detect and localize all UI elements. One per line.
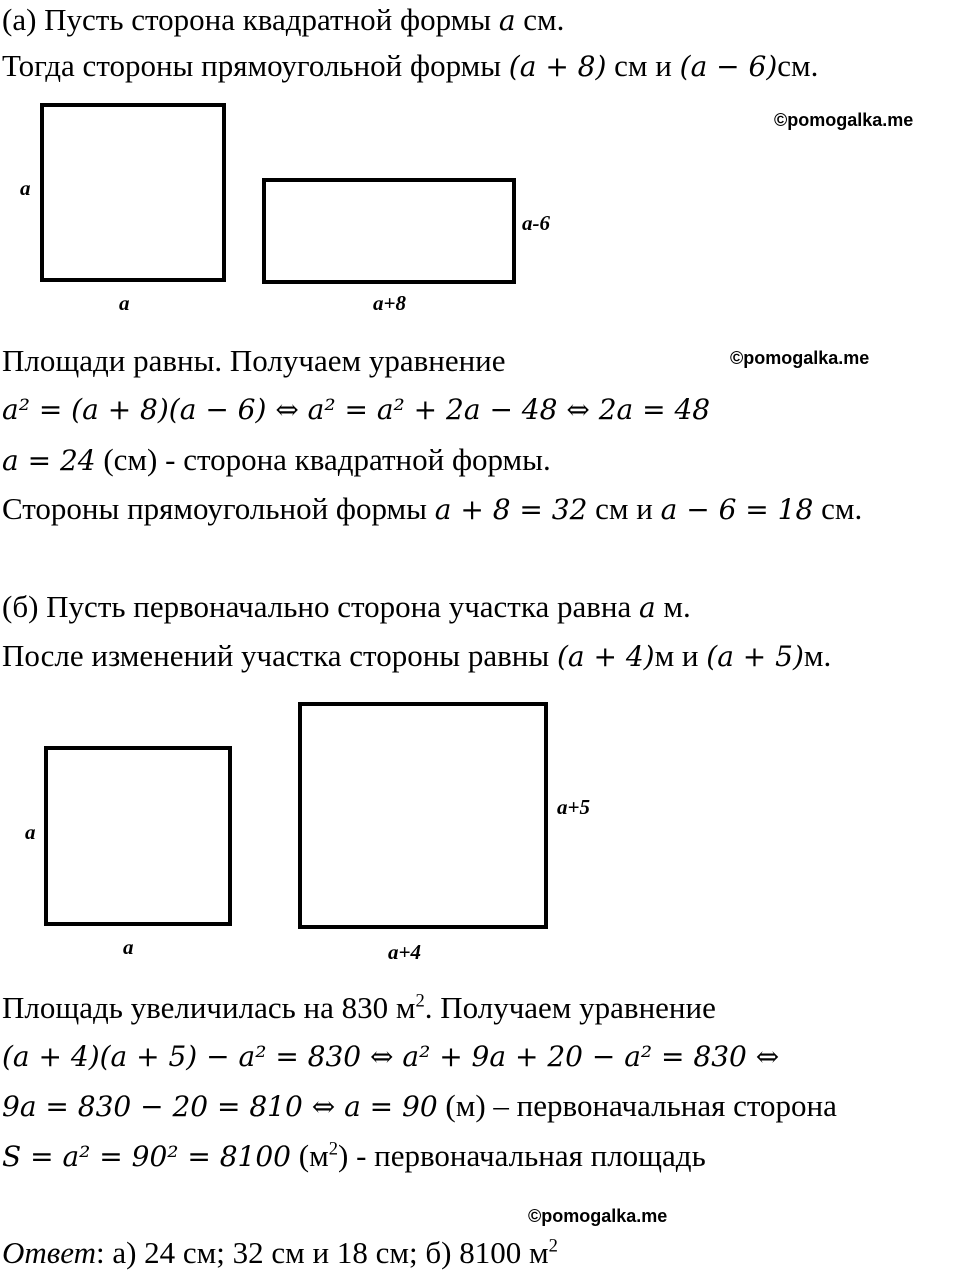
square-bottom-label: a (119, 291, 130, 315)
part-a-rect-text: Тогда стороны прямоугольной формы (2, 48, 509, 83)
unit-text: см. (515, 2, 565, 37)
part-b-sides-text: После изменений участка стороны равны (2, 638, 557, 673)
part-a-rect-sides (2, 489, 862, 530)
conjunction-text: м и (654, 638, 707, 673)
part-b-increase (2, 988, 716, 1028)
part-b-equation-3 (2, 1136, 706, 1177)
superscript: 2 (415, 990, 425, 1012)
part-b-intro-text: (б) Пусть первоначально сторона участка равна (2, 589, 639, 624)
answer-line (2, 1233, 558, 1273)
original-side-text: (м) – первоначальная сторона (437, 1088, 837, 1123)
eq-a-90: 9a = 830 − 20 = 810 ⇔ a = 90 (2, 1090, 438, 1123)
eq-18: a − 6 = 18 (660, 493, 814, 526)
unit-text: м. (655, 589, 691, 624)
eq-32: a + 8 = 32 (434, 493, 588, 526)
part-b-intro-line-2 (2, 636, 831, 677)
equal-areas-text: Площади равны. Получаем уравнение (2, 343, 506, 378)
small-square-bottom-label: a (123, 935, 134, 959)
eq-area-8100: S = a² = 90² = 8100 (2, 1140, 291, 1173)
original-area-text: ) - первоначальная площадь (338, 1138, 706, 1173)
part-b-equation-1: (a + 4)(a + 5) − a² = 830 ⇔ a² + 9a + 20 − a² = 830 ⇔ (2, 1040, 780, 1073)
variable-a: a (638, 591, 656, 624)
small-square-shape (44, 746, 232, 926)
small-square-side-label: a (25, 820, 36, 844)
increase-text: Площадь увеличилась на 830 м (2, 990, 416, 1025)
expr-a-plus-4: (a + 4) (556, 640, 655, 673)
conjunction-text: см и (587, 491, 661, 526)
rectangle-bottom-label: a+8 (373, 291, 406, 315)
unit-text: см. (813, 491, 863, 526)
unit-text: (м (291, 1138, 329, 1173)
expr-a-plus-5: (a + 5) (706, 640, 804, 673)
expr-a-plus-8: (a + 8) (508, 50, 607, 83)
part-a-intro-text: (а) Пусть сторона квадратной формы (2, 2, 499, 37)
rectangle-shape (262, 178, 516, 284)
answer-label: Ответ (2, 1235, 96, 1270)
part-b-intro-line-1 (2, 587, 691, 628)
superscript: 2 (328, 1138, 338, 1160)
square-side-label: a (20, 176, 31, 200)
part-a-equation-1: a² = (a + 8)(a − 6) ⇔ a² = a² + 2a − 48 ⇔ 2a = 48 (2, 393, 711, 426)
answer-text: : а) 24 см; 32 см и 18 см; б) 8100 м (95, 1235, 549, 1270)
superscript: 2 (548, 1235, 558, 1257)
large-square-bottom-label: a+4 (388, 940, 421, 964)
eq-a-24: a = 24 (2, 444, 96, 477)
rect-sides-text: Стороны прямоугольной формы (2, 491, 435, 526)
part-b-equation-2 (2, 1086, 837, 1127)
watermark: ©pomogalka.me (774, 110, 914, 130)
part-a-equal-areas (2, 341, 506, 381)
watermark: ©pomogalka.me (730, 348, 870, 368)
part-a-intro-line-2 (2, 46, 818, 87)
square-side-text: (см) - сторона квадратной формы. (95, 442, 551, 477)
large-square-shape (298, 702, 548, 929)
large-square-side-label: a+5 (557, 795, 590, 819)
variable-a: a (498, 4, 516, 37)
unit-text: м. (803, 638, 832, 673)
expr-a-minus-6: (a − 6) (679, 50, 778, 83)
unit-text: см. (777, 48, 819, 83)
conjunction-text: см и (606, 48, 680, 83)
part-a-equation-2 (2, 440, 551, 481)
part-a-intro-line-1 (2, 0, 564, 41)
watermark: ©pomogalka.me (528, 1206, 668, 1226)
increase-text-end: . Получаем уравнение (424, 990, 716, 1025)
rectangle-side-label: a-6 (522, 211, 550, 235)
square-shape (40, 103, 226, 282)
